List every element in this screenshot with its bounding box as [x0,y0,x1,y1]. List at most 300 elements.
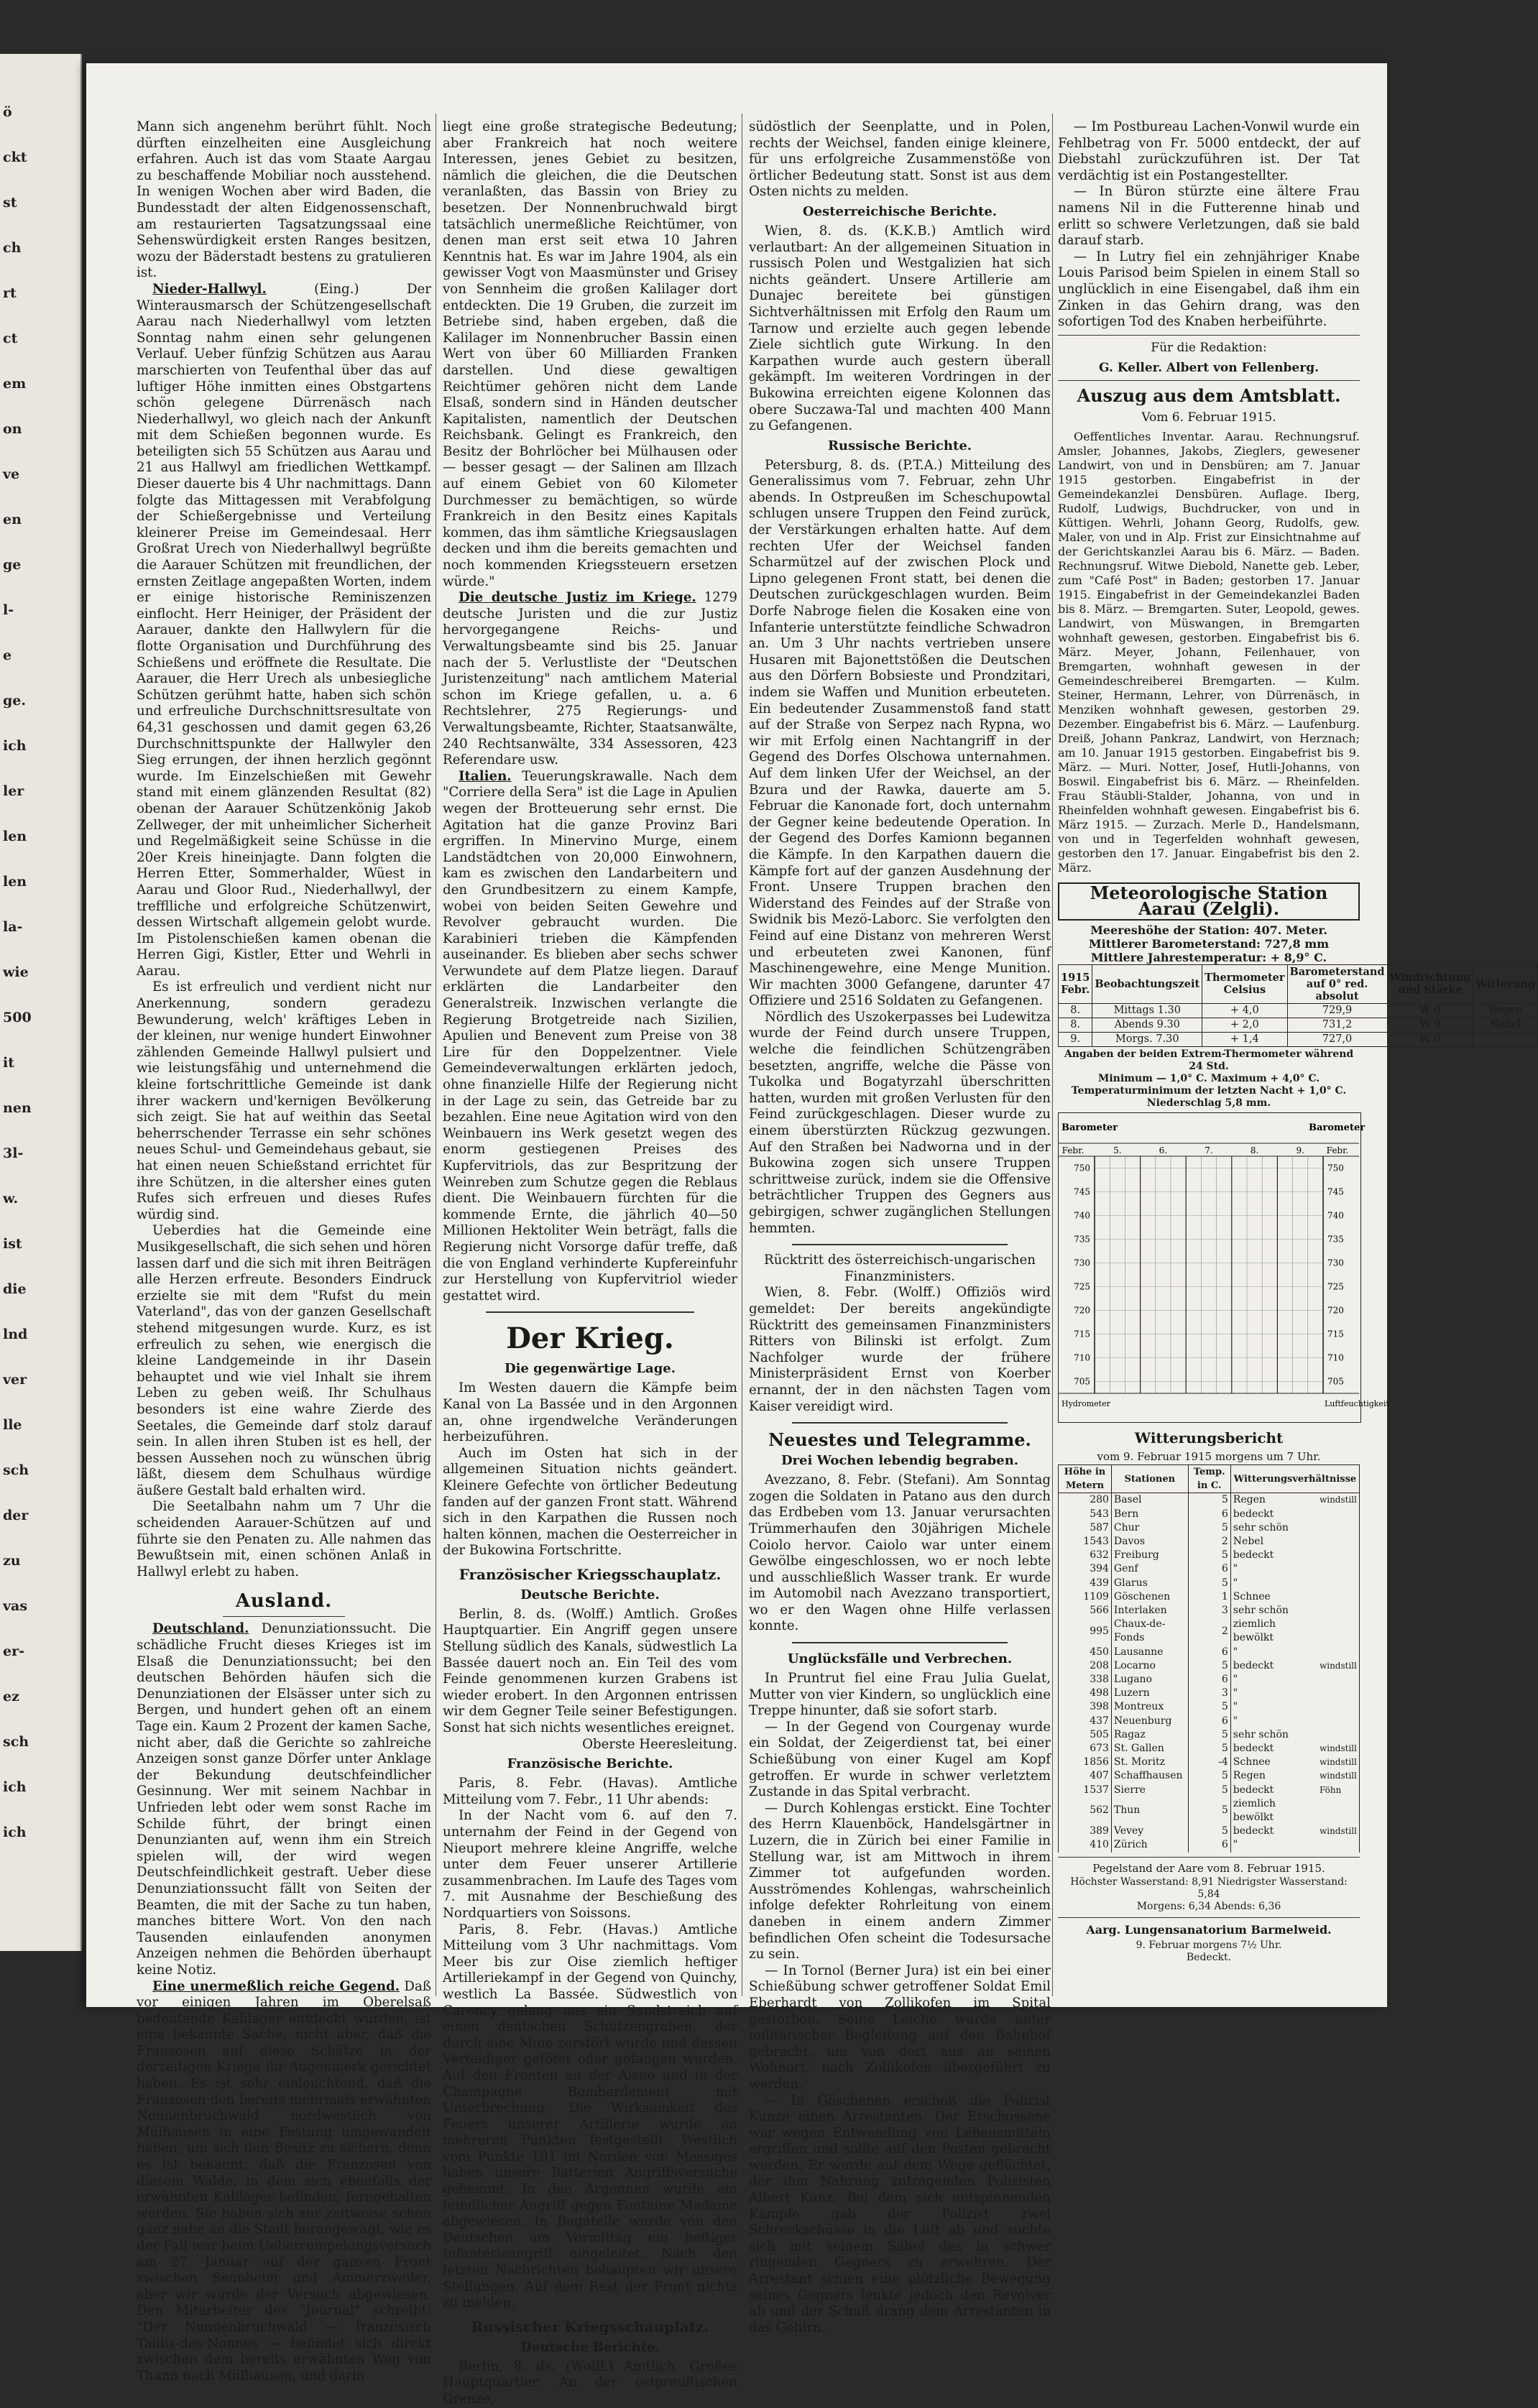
witterung-cell: 398 [1059,1700,1112,1714]
witterung-cell: Regen [1230,1493,1317,1508]
adjacent-page-fragment: it [3,1055,14,1071]
signature: Oberste Heeresleitung. [582,1736,737,1752]
meteo-info [1058,923,1360,964]
adjacent-page-fragment: ver [3,1372,27,1388]
witterung-row [1059,1508,1360,1521]
column-2 [443,119,737,2408]
witterung-row [1059,1549,1360,1562]
article-text: — In Göschenen erschoß die Polizist Kunze einen Arrestanten. Der Erschossene war wegen Entwendung von Lebensmitteln ergriffen und sollte auf den Posten gebracht werden. Er wurde auf dem Wege geflüchtet, der ihm Nahrung zutragenden Polizisten Albert Kunz. Bei dem sich entspinnenden Kampfe gab der Polizist zwei Schreckschüsse in die Luft ab und suchte sich mit seinem Säbel des in schwer ringenden Gegners zu erwehren. Der Arrestant schien eine plötzliche Bewegung seines Gegners lenkte jedoch den Revolver ab und der Schuß drang dem Arrestanten in das Gehirn. [749,2093,1051,2335]
witterung-cell: 6 [1188,1673,1230,1687]
baro-day-label: Febr. [1326,1145,1349,1155]
witterung-row [1059,1715,1360,1728]
witterung-cell: 6 [1188,1715,1230,1728]
witterung-cell: 1543 [1059,1535,1112,1549]
adjacent-page-fragment: em [3,376,27,392]
article-text: Teuerungskrawalle. Nach dem "Corriere della Sera" ist die Lage in Apulien wegen der Brotteuerung sehr ernst. Die Agitation hat die ganze Provinz Bari ergriffen. In Minervino Murge, einem Landstädtchen von 20,000 Einwohnern, kam es zwischen den Landarbeitern und den Grundbesitzern zu einem Kampfe, wobei von beiden Seiten Gewehre und Revolver gebraucht wurden. Die Karabinieri trieben die Kämpfenden auseinander. Es blieben aber sechs schwer Verwundete auf dem Platze liegen. Darauf erklärten die Landarbeiter den Generalstreik. Inzwischen verlangte die Regierung Brotgetreide nach Sizilien, Apulien und Benevent zum Preise von 38 Lire für den Doppelzentner. Viele Gemeindeverwaltungen erklärten jedoch, ohne finanzielle Hilfe der Regierung nicht in der Lage zu sein, das Getreide bar zu bezahlen. Eine neue Agitation wird von den Weinbauern ins Werk gesetzt wegen des enorm gestiegenen Preises des Kupfervitriols, das zur Bespritzung der Weinreben zum Schutze gegen die Reblaus dient. Die Weinbauern fürchten für die kommende Ernte, die jährlich 40—50 Millionen Hektoliter Wein beträgt, falls die Regierung nicht Vorsorge dafür treffe, daß die von England verhinderte Kupfereinfuhr zur Herstellung von Kupfervitriol wieder gestattet wird. [443,768,737,1304]
article-text: Mann sich angenehm berührt fühlt. Noch dürften einzelheiten eine Ausgleichung erfahren. Auch ist das vom Staate Aargau zu beschaffende Mobiliar noch ausstehend. In wenigen Wochen aber wird Baden, die Bundesstadt der alten Eidgenossenschaft, am restaurierten Tagsatzungssaal eine Sehenswürdigkeit ersten Ranges besitzen, wozu der Bäderstadt bestens zu gratulieren ist. [137,119,431,281]
meteo-cell: W 0 [1387,1003,1473,1018]
pegel-title: Pegelstand der Aare vom 8. Februar 1915. [1092,1861,1325,1875]
subheading-ungluecksfaelle: Unglücksfälle und Verbrechen. [787,1651,1013,1667]
article-lead: Eine unermeßlich reiche Gegend. [152,1978,400,1994]
witterung-cell: windstill [1317,1659,1360,1673]
witterung-cell: bedeckt [1230,1825,1317,1838]
article-text: — Durch Kohlengas erstickt. Eine Tochter des Herrn Klauenböck, Handelsgärtner in Luzern, die in Zürich bei einer Familie in Stellung war, ist am Mittwoch in ihrem Zimmer tot aufgefunden worden. Ausströmendes Kohlengas, wahrscheinlich infolge defekter Rohrleitung von einem daneben in einem andern Zimmer befindlichen Ofen scheint die Todesursache zu sein. [749,1800,1051,1962]
witterung-row [1059,1659,1360,1673]
witterung-cell: Föhn [1317,1784,1360,1797]
meteo-cell: 8. [1059,1003,1092,1018]
divider [1058,380,1360,381]
witterung-row [1059,1728,1360,1742]
witterung-cell: " [1230,1687,1317,1700]
pegel-values: Höchster Wasserstand: 8,91 Niedrigster Wasserstand: 5,84 [1070,1876,1348,1900]
subheading-lage: Die gegenwärtige Lage. [504,1361,676,1377]
adjacent-page-fragment: ich [3,1779,27,1795]
subheading-ru-kriegsschauplatz: Russischer Kriegsschauplatz. [471,2317,709,2335]
redaktion-label: Für die Redaktion: [1151,340,1267,355]
adjacent-page-fragment: ge. [3,693,26,709]
baro-footer-right: Luftfeuchtigkeit [1325,1398,1389,1408]
divider [223,1616,345,1617]
article-text: Petersburg, 8. ds. (P.T.A.) Mitteilung des Generalissimus vom 7. Februar, zehn Uhr abends. In Ostpreußen im Scheschupowtal schlugen unsere Truppen den Feind zurück, der Verstärkungen erhalten hatte. Auf dem rechten Ufer der Weichsel fanden Scharmützel auf der zwischen Plock und Lipno gelegenen Front statt, bei denen die Deutschen zurückgeschlagen wurden. Beim Dorfe Nabroge fielen die Kosaken eine von Infanterie unterstützte feindliche Schwadron an. Um 3 Uhr nachts vertrieben unsere Husaren mit Bajonettstößen die Deutschen aus den Dörfern Bobsieste und Prondzitari, indem sie Waffen und Munition erbeuteten. Ein bedeutender Zusammenstoß fand statt auf der Straße von Serpez nach Rypna, wo wir mit Erfolg einen Nachtangriff in der Gegend des Dorfes Olschowa unternahmen. Auf dem linken Ufer der Weichsel, an der Bzura und der Rawka, dauerte am 5. Februar die Kanonade fort, doch unternahm der Gegner keine bedeutende Operation. In der Gegend des Dorfes Kamionn begannen die Kämpfe. In den Karpathen dauern die Kämpfe fort auf der ganzen Ausdehnung der Front. Unsere Truppen brachen den Widerstand des Feindes auf der Straße von Swidnik bis Mezö-Laborc. Sie verfolgten den Feind auf eine Distanz von mehreren Werst und erbeuteten zwei Kanonen, fünf Maschinengewehre, eine Menge Munition. Wir machten 3000 Gefangene, darunter 47 Offiziere und 2516 Soldaten zu Gefangenen. [749,457,1051,1009]
witterung-row [1059,1521,1360,1535]
witterung-header-cell: Temp. in C. [1188,1464,1230,1493]
meteo-note: Minimum — 1,0° C. Maximum + 4,0° C. [1097,1072,1320,1084]
witterung-row [1059,1797,1360,1825]
article-text: — Im Postbureau Lachen-Vonwil wurde ein Fehlbetrag von Fr. 5000 entdeckt, der auf Diebstahl zurückzuführen ist. Der Tat verdächtig ist ein Postangestellter. [1058,119,1360,183]
witterung-cell: 437 [1059,1715,1112,1728]
adjacent-page-fragment: ch [3,240,22,256]
meteo-cell: W 0 [1387,1032,1473,1046]
adjacent-page-fragment: der [3,1508,29,1523]
witterung-cell [1317,1535,1360,1549]
column-rule [1052,114,1053,1996]
article-text: In Pruntrut fiel eine Frau Julia Guelat, Mutter von vier Kindern, so unglücklich eine Treppe hinunter, daß sie sofort starb. [749,1671,1051,1719]
subheading-russische-berichte: Russische Berichte. [827,438,972,453]
witterung-cell: 995 [1059,1618,1112,1645]
article-text: Ueberdies hat die Gemeinde eine Musikgesellschaft, die sich sehen und hören lassen darf und die sich mit ihren Beiträgen alle Herzen erfreute. Besonders Eindruck erzielte sie mit dem "Rufst du mein Vaterland", das von der ganzen Gesellschaft stehend mitgesungen wurde. Kurz, es ist erfreulich zu sehen, wie energisch die kleine Landgemeinde in ihr Dasein behauptet und wie viel Inhalt sie ihrem Leben zu geben weiß. Ihr Schulhaus besonders ist eine wahre Zierde des Seetales, die Gemeinde darf stolz darauf sein. In allen ihren Stuben ist es hell, der bessen Aussehen noch zu wünschen übrig läßt, diesem dem Schulhaus würdige äußere Gestalt bald erhalten wird. [137,1223,431,1498]
witterung-cell [1317,1562,1360,1576]
witterung-row [1059,1590,1360,1604]
witterung-cell: 6 [1188,1838,1230,1852]
witterung-cell [1317,1618,1360,1645]
meteo-cell: + 4,0 [1202,1003,1287,1018]
subheading-deutsche-berichte: Deutsche Berichte. [520,1587,660,1602]
meteo-header-cell: Barometerstand auf 0° red. absolut [1287,964,1387,1003]
witterung-cell: 5 [1188,1659,1230,1673]
witterungsbericht-title: Witterungsbericht [1134,1429,1284,1447]
witterung-cell: 410 [1059,1838,1112,1852]
witterung-cell [1317,1687,1360,1700]
witterung-cell: Montreux [1111,1700,1188,1714]
witterung-cell: ziemlich bewölkt [1230,1797,1317,1825]
witterung-cell: Regen [1230,1769,1317,1783]
witterung-cell: windstill [1317,1769,1360,1783]
meteo-row [1059,1018,1538,1032]
divider [1058,1857,1360,1858]
article-hallwyl [137,282,431,980]
witterung-row [1059,1769,1360,1783]
witterung-cell: Locarno [1111,1659,1188,1673]
witterung-row [1059,1673,1360,1687]
adjacent-page-fragment: ö [3,104,12,120]
article-lead: Deutschland. [152,1621,249,1637]
section-heading-neuestes: Neuestes und Telegramme. [768,1429,1031,1451]
baro-day-label: 9. [1296,1145,1304,1155]
witterung-cell: 338 [1059,1673,1112,1687]
article-justiz [443,590,737,769]
adjacent-page-fragment: ist [3,1236,22,1252]
witterung-cell: 1109 [1059,1590,1112,1604]
adjacent-page-fragment: la- [3,919,23,935]
witterung-cell: 389 [1059,1825,1112,1838]
witterung-cell: 1537 [1059,1784,1112,1797]
witterung-cell: 450 [1059,1646,1112,1659]
baro-tick-right: 720 [1327,1305,1344,1316]
witterung-cell: bedeckt [1230,1508,1317,1521]
adjacent-page-fragment: l- [3,602,14,618]
baro-tick-right: 750 [1327,1163,1344,1173]
article-text: — In Tornol (Berner Jura) ist ein bei einer Schießübung schwer getroffener Soldat Emil Eberhardt von Zollikofen im Spital gestorben. Seine Leiche wurde unter militärischer Begleitung auf den Bahnhof gebracht, um von dort aus an seinen Wohnort, nach Zollikofen übergeführt zu werden. [749,1962,1051,2092]
witterung-cell: Zürich [1111,1838,1188,1852]
witterung-cell: Lugano [1111,1673,1188,1687]
adjacent-page-fragment: len [3,874,27,890]
section-heading-ausland: Ausland. [235,1590,333,1613]
witterung-cell [1317,1549,1360,1562]
witterung-cell: 5 [1188,1784,1230,1797]
column-1 [137,119,431,2384]
adjacent-page-fragment: vas [3,1598,28,1614]
witterung-cell: Sierre [1111,1784,1188,1797]
witterung-cell: " [1230,1646,1317,1659]
witterung-cell: 1856 [1059,1756,1112,1769]
witterung-cell: 3 [1188,1687,1230,1700]
witterung-cell: Schaffhausen [1111,1769,1188,1783]
meteo-cell: Mittags 1.30 [1092,1003,1202,1018]
witterung-cell: " [1230,1715,1317,1728]
witterung-cell: 5 [1188,1577,1230,1590]
witterung-cell: 498 [1059,1687,1112,1700]
baro-tick-right: 735 [1327,1234,1344,1245]
baro-tick-right: 745 [1327,1186,1344,1197]
article-text: — In Büron stürzte eine ältere Frau namens Nil in die Futterenne hinab und erlitt so schwere Verletzungen, daß sie bald darauf starb. [1058,184,1360,249]
article-text: liegt eine große strategische Bedeutung; aber Frankreich hat noch weitere Interessen, jenes Gebiet zu besitzen, nämlich die gleichen, die die Deutschen veranlaßten, das Bassin von Briey zu besetzen. Der Nonnenbruchwald birgt tatsächlich unermeßliche Reichtümer, von denen man erst seit etwa 10 Jahren Kenntnis hat. Es war im Jahre 1904, als ein gewisser Vogt von Maasmünster und Grisey von Sennheim die großen Kalilager dort entdeckten. Die 19 Gruben, die zurzeit im Betriebe sind, haben ergeben, daß die Kalilager im Nonnenbrucher Bassin einen Wert von über 60 Milliarden Franken darstellen. Und diese gewaltigen Reichtümer gehören nicht dem Lande Elsaß, sondern sind in Händen deutscher Kapitalisten, namentlich der Deutschen Reichsbank. Gelingt es Frankreich, den Besitz der Bohrlöcher bei Mülhausen oder — besser gesagt — der Salinen am Illzach auf einem Gebiet von 60 Kilometer Durchmesser zu bemächtigen, so würde Frankreich in den Besitz eines Kapitals kommen, das ihm sämtliche Kriegsauslagen decken und ihm die bereits gemachten und noch kommenden Kriegssteuern ersetzen würde." [443,119,737,589]
article-text: — In Lutry fiel ein zehnjähriger Knabe Louis Parisod beim Spielen in einem Stall so unglücklich in eine Eisengabel, daß ihm ein Zinken in das Gehirn drang, was den sofortigen Tod des Knaben herbeiführte. [1058,249,1360,330]
witterung-cell: 5 [1188,1700,1230,1714]
baro-tick-right: 705 [1327,1376,1344,1387]
adjacent-page-fragment: w. [3,1191,19,1207]
article-text: Wien, 8. Febr. (Wolff.) Offiziös wird gemeldet: Der bereits angekündigte Rücktritt des gemeinsamen Finanzministers Ritters von Bilinski ist erfolgt. Zum Nachfolger wurde der frühere Ministerpräsident Ernst von Koerber ernannt, der in den nächsten Tagen vom Kaiser vereidigt wird. [749,1285,1051,1414]
witterung-cell [1317,1797,1360,1825]
adjacent-page-fragment: er- [3,1643,24,1659]
adjacent-page-fragment: zu [3,1553,21,1569]
witterung-cell: 5 [1188,1742,1230,1756]
witterungsbericht-date: vom 9. Februar 1915 morgens um 7 Uhr. [1097,1449,1321,1463]
meteo-row [1059,1003,1538,1018]
meteo-info-line: Meereshöhe der Station: 407. Meter. [1090,923,1327,937]
witterung-cell: 439 [1059,1577,1112,1590]
barometer-chart [1058,1112,1389,1423]
witterung-cell: -4 [1188,1756,1230,1769]
witterung-cell: 5 [1188,1728,1230,1742]
witterung-header-cell: Höhe in Metern [1059,1464,1112,1493]
baro-tick-right: 710 [1327,1352,1344,1363]
witterung-cell: Glarus [1111,1577,1188,1590]
witterung-cell: Bern [1111,1508,1188,1521]
adjacent-page-fragment: ckt [3,149,27,165]
witterung-cell: " [1230,1562,1317,1576]
adjacent-page-fragment: ct [3,331,18,346]
baro-tick-left: 730 [1074,1258,1090,1268]
meteo-cell: W 0 [1387,1018,1473,1032]
adjacent-page-fragment: sch [3,1462,29,1478]
witterung-cell: " [1230,1577,1317,1590]
sanatorium-title: Aarg. Lungensanatorium Barmelweid. [1086,1922,1332,1937]
baro-day-label: Febr. [1062,1145,1085,1155]
meteo-cell: + 1,4 [1202,1032,1287,1046]
witterung-cell [1317,1700,1360,1714]
meteo-info-line: Mittlerer Barometerstand: 727,8 mm [1088,936,1330,951]
adjacent-page-fragment: ler [3,783,24,799]
meteo-info-line: Mittlere Jahrestemperatur: + 8,9° C. [1090,950,1327,964]
witterung-cell: 5 [1188,1825,1230,1838]
witterung-cell [1317,1715,1360,1728]
article-text: In der Nacht vom 6. auf den 7. unternahm der Feind in der Gegend von Nieuport mehrere kleine Angriffe, welche unter dem Feuer unserer Artillerie zusammenbrachen. Im Laufe des Tages vom 7. mit Ausnahme der Beschießung des Nordquartiers von Soissons. [443,1808,737,1921]
article-text: 1279 deutsche Juristen und die zur Justiz hervorgegangene Reichs- und Verwaltungsbeamte sind bis 25. Januar nach der 5. Verlustliste der "Deutschen Juristenzeitung" nach amtlichem Material schon im Kriege gefallen, u. a. 6 Rechtslehrer, 275 Regierungs- und Verwaltungsbeamte, Richter, Staatsanwälte, 240 Rechtsanwälte, 334 Assessoren, 423 Referendare usw. [443,590,737,768]
witterung-cell [1317,1728,1360,1742]
meteo-header-cell: Windrichtung und Stärke [1387,964,1473,1003]
barometer-chart-svg [1059,1113,1389,1421]
witterung-cell: Ragaz [1111,1728,1188,1742]
witterung-cell: Freiburg [1111,1549,1188,1562]
article-text: Nördlich des Uszokerpasses bei Ludewitza wurde der Feind durch unsere Truppen, welche die feindlichen Schützengräben besetzten, angriffe, welche die Pässe von Tukolka und Bogatyrzahl überschritten hatten, wurden mit großen Verlusten für den Feind zurückgeschlagen. Dieser wurde zu einem überstürzten Rückzug gezwungen. Auf den Straßen bei Nadworna und in der Bukowina zogen sich unsere Truppen schrittweise zurück, indem sie die Offensive beträchtlicher Truppen des Gegners aus gebirgigen, schwer zugänglichen Stellungen hemmten. [749,1009,1051,1236]
witterung-cell: 394 [1059,1562,1112,1576]
meteo-cell: 729,9 [1287,1003,1387,1018]
witterung-cell [1317,1590,1360,1604]
meteo-header-cell: Thermometer Celsius [1202,964,1287,1003]
witterung-cell: 5 [1188,1549,1230,1562]
adjacent-page-fragment: e [3,647,12,663]
adjacent-page-fragment: ich [3,1825,27,1840]
article-title: Rücktritt des österreichisch-ungarischen Finanzministers. [764,1253,1036,1284]
newspaper-page [86,63,1536,2407]
divider [1058,1917,1360,1918]
witterung-cell: bedeckt [1230,1659,1317,1673]
witterung-cell: bedeckt [1230,1784,1317,1797]
divider [792,1422,1008,1424]
subheading-drei-wochen: Drei Wochen lebendig begraben. [780,1453,1019,1469]
witterung-cell: Göschenen [1111,1590,1188,1604]
witterung-cell: Chaux-de-Fonds [1111,1618,1188,1645]
witterung-cell: Lausanne [1111,1646,1188,1659]
witterung-cell: 5 [1188,1493,1230,1508]
witterung-cell: 2 [1188,1618,1230,1645]
article-lead: Die deutsche Justiz im Kriege. [459,590,696,606]
meteo-cell: Regen [1473,1003,1538,1018]
witterung-cell: 5 [1188,1521,1230,1535]
adjacent-page-fragment: ez [3,1689,19,1704]
baro-day-label: 8. [1250,1145,1259,1155]
subheading-oesterreichische-berichte: Oesterreichische Berichte. [802,203,998,219]
witterung-cell: " [1230,1700,1317,1714]
meteo-cell: 727,0 [1287,1032,1387,1046]
witterung-table [1058,1464,1360,1853]
baro-tick-left: 720 [1074,1305,1090,1316]
witterung-cell [1317,1604,1360,1618]
meteo-cell: Morgs. 7.30 [1092,1032,1202,1046]
witterung-cell: Nebel [1230,1535,1317,1549]
meteo-note: Angaben der beiden Extrem-Thermometer während 24 Std. [1064,1048,1354,1072]
divider [486,1311,694,1313]
baro-label-right: Barometer [1309,1122,1366,1133]
witterung-cell: ziemlich bewölkt [1230,1618,1317,1645]
witterung-cell: 562 [1059,1797,1112,1825]
article-text: südöstlich der Seenplatte, und in Polen, rechts der Weichsel, fanden einige kleinere, für uns erfolgreiche Zusammenstöße von örtlicher Bedeutung statt. Sonst ist aus dem Osten nichts zu melden. [749,119,1051,200]
article-text: — In der Gegend von Courgenay wurde ein Soldat, der Zeigerdienst tat, bei einer Schießübung von einer Kugel am Kopf getroffen. Er wurde in schwer verletztem Zustande in das Spital verbracht. [749,1719,1051,1800]
article-text: (Eing.) Der Winterausmarsch der Schützengesellschaft Aarau nach Niederhallwyl vom letzten Sonntag nahm einen sehr gelungenen Verlauf. Ueber fünfzig Schützen aus Aarau marschierten von Teufenthal über das auf luftiger Höhe inmitten eines Obstgartens schön gelegene Dürrenäsch nach Niederhallwyl, wo gleich nach der Ankunft mit dem Schießen begonnen wurde. Es beteiligten sich 55 Schützen aus Aarau und 21 aus Hallwyl am friedlichen Wettkampf. Dieser dauerte bis 4 Uhr nachmittags. Dann folgte das Mittagessen mit Verabfolgung der Schießergebnisse und Verteilung kleinerer Preise im Gemeindesaal. Herr Großrat Urech von Niederhallwyl begrüßte die Aarauer Schützen mit freundlichen, der ernsten Zeitlage angepaßten Worten, indem er einige historische Reminiszenzen einflocht. Herr Heiniger, der Präsident der Aarauer, dankte den Hallwylern für die flotte Organisation und Durchführung des Schießens und eröffnete die Resultate. Die Aarauer, die Herr Urech als unbesiegliche Schützen gerühmt hatte, haben sich schön und erfreuliche Durchschnittsresultate von 64,31 geschossen und damit gegen 63,26 Durchschnittspunkte der Hallwyler den Sieg errungen, der ihnen herzlich gegönnt wurde. Im Einzelschießen mit Gewehr stand mit einem glänzenden Resultat (82) obenan der Aarauer Schützenkönig Jakob Zellweger, der mit unheimlicher Sicherheit und Regelmäßigkeit seine Schüsse in die 20er Kreis hineinjagte. Dann folgten die Herren Etter, Sommerhalder, Wüest in Aarau und Gloor Rud., Niederhallwyl, der trefflliche und erfolgreiche Schützenwirt, dessen Wirtschaft allgemein gelobt wurde. Im Pistolenschießen kamen obenan die Herren Gigi, Kistler, Etter und Wehrli in Aarau. [137,281,431,979]
witterung-cell: St. Moritz [1111,1756,1188,1769]
meteo-note: Niederschlag 5,8 mm. [1146,1097,1271,1109]
meteo-header-cell: 1915 Febr. [1059,964,1092,1003]
witterung-cell: windstill [1317,1493,1360,1508]
witterung-cell [1317,1577,1360,1590]
adjacent-page-fragment: wie [3,964,29,980]
baro-tick-left: 705 [1074,1376,1090,1387]
baro-day-label: 6. [1159,1145,1168,1155]
witterung-row [1059,1825,1360,1838]
amtsblatt-date: Vom 6. Februar 1915. [1141,410,1276,425]
divider [792,1642,1008,1643]
divider [792,1244,1008,1245]
divider [1058,335,1360,336]
meteo-notes [1058,1048,1360,1110]
article-text: Paris, 8. Febr. (Havas). Amtliche Mitteilung vom 7. Febr., 11 Uhr abends: [443,1776,737,1807]
article-text: Im Westen dauern die Kämpfe beim Kanal von La Bassée und in den Argonnen an, ohne irgendwelche Veränderungen herbeizuführen. [443,1380,737,1445]
meteo-note: Temperaturminimum der letzten Nacht + 1,0° C. [1071,1084,1347,1097]
witterung-cell: 3 [1188,1604,1230,1618]
adjacent-page-fragment: st [3,195,17,211]
column-4 [1058,119,1536,1964]
pegel-times: Morgens: 6,34 Abends: 6,36 [1136,1900,1281,1912]
adjacent-page-fragment: ge [3,557,22,573]
baro-tick-right: 715 [1327,1329,1344,1339]
witterung-cell: windstill [1317,1742,1360,1756]
witterung-cell: 5 [1188,1769,1230,1783]
baro-tick-left: 725 [1074,1281,1090,1292]
adjacent-page-fragment: nen [3,1100,32,1116]
article-text: Es ist erfreulich und verdient nicht nur Anerkennung, sondern geradezu Bewunderung, welch' kräftiges Leben in der kleinen, nur wenige hundert Einwohner zählenden Gemeinde Hallwyl pulsiert und wie leistungsfähig und unternehmend die kleine fortschrittliche Gemeinde ist dank ihrer wackern und'kernigen Bevölkerung sich zeigt. Sie hat auf weithin das Seetal beherrschender Terrasse ein sehr schönes neues Schul- und Gemeindehaus gebaut, sie hat einen neuen Schießstand errichtet für ihre Schützen, in die altersher eines guten Rufes sich erfreuen und dieses Rufes würdig sind. [137,979,431,1222]
column-3 [749,119,1051,2336]
witterung-cell [1317,1646,1360,1659]
article-italien [443,769,737,1305]
witterung-cell: " [1230,1838,1317,1852]
witterung-row [1059,1577,1360,1590]
baro-label-left: Barometer [1062,1122,1118,1133]
article-text: Die Seetalbahn nahm um 7 Uhr die scheidenden Aarauer-Schützen auf und führte sie den Penaten zu. Alle nahmen das Bewußtsein mit, einen schönen Anlaß in Hallwyl erlebt zu haben. [137,1499,431,1579]
article-lead: Nieder-Hallwyl. [152,281,267,297]
witterung-row [1059,1618,1360,1645]
baro-day-label: 7. [1205,1145,1213,1155]
adjacent-page-fragment: len [3,829,27,844]
article-text: Daß vor einigen Jahren im Oberelsaß bedeutende Kalilager entdeckt wurden, ist eine bekannte Sache, nicht aber, daß die Franzosen auf diese Schätze in der derzeitigen Kriege ihr Augenmerk gerichtet haben. Es ist sehr einleuchtend, daß die Franzosen den bereits mehrmals erwähnten Nonnenbruchwald nordwestlich von Mülhausen in eine Festung umgewandelt haben, um sich den Besitz zu sichern, denn es ist bekannt, daß die Franzosen von diesem Walde, in dem sich ebenfalls der erwähnten Kalilager befinden, ferngehalten werden. Sie haben sich zur zeitweise schon ganz nahe an die Stadt herangewagt, wie es der Fall war beim Ueberrumpelungsversuch am 27. Januar auf der ganzen Front zwischen Sennheim und Ammerzweiler, aber wir wurde der Versuch abgewiesen. Den Mitarbeiter des "Journal" schreibt: "Der Nonnenbruchwald — französisch Taillis-des-Nonnes — befindet sich direkt zwischen dem bereits erwähnten Weg von Thann nach Mülhausen, und darin [137,1978,431,2384]
adjacent-page-fragment: lle [3,1417,22,1433]
meteo-cell: 731,2 [1287,1018,1387,1032]
adjacent-page-fragment: 500 [3,1010,32,1025]
witterung-cell: Chur [1111,1521,1188,1535]
witterung-cell: windstill [1317,1756,1360,1769]
baro-day-label: 5. [1113,1145,1122,1155]
meteo-header-cell: Witterung [1473,964,1538,1003]
meteo-station-title: Meteorologische Station Aarau (Zelgli). [1058,882,1360,921]
witterung-cell: Thun [1111,1797,1188,1825]
witterung-cell: 543 [1059,1508,1112,1521]
adjacent-page-fragment: 3l- [3,1145,24,1161]
witterung-cell: Schnee [1230,1590,1317,1604]
witterung-cell: 673 [1059,1742,1112,1756]
witterung-cell: 6 [1188,1646,1230,1659]
witterung-row [1059,1562,1360,1576]
witterung-cell: Vevey [1111,1825,1188,1838]
meteo-cell: 9. [1059,1032,1092,1046]
witterung-cell: 566 [1059,1604,1112,1618]
witterung-cell: 1 [1188,1590,1230,1604]
meteo-cell: 8. [1059,1018,1092,1032]
witterung-cell: 407 [1059,1769,1112,1783]
article-text: Wien, 8. ds. (K.K.B.) Amtlich wird verlautbart: An der allgemeinen Situation in russisch Polen und Westgalizien hat sich nichts geändert. Unsere Artillerie am Dunajec bereitete bei günstigen Sichtverhältnissen mit Erfolg den Raum um Tarnow und erzielte auch gegen lebende Ziele sichtlich gute Wirkung. In den Karpathen wurde auch gestern überall gekämpft. Im weiteren Vordringen in der Bukowina erreichten eigene Kolonnen das obere Suczawa-Tal und machten 400 Mann zu Gefangenen. [749,223,1051,434]
meteo-row [1059,1032,1538,1046]
section-heading-krieg: Der Krieg. [506,1321,674,1356]
baro-tick-left: 735 [1074,1234,1090,1245]
witterung-cell: 505 [1059,1728,1112,1742]
witterung-cell: 587 [1059,1521,1112,1535]
baro-tick-right: 740 [1327,1210,1344,1221]
witterung-row [1059,1687,1360,1700]
adjacent-page-fragment: lnd [3,1327,28,1342]
witterung-cell: Interlaken [1111,1604,1188,1618]
witterung-cell [1317,1838,1360,1852]
meteo-header-cell: Beobachtungszeit [1092,964,1202,1003]
adjacent-page-fragment: rt [3,285,17,301]
amtsblatt-text: Oeffentliches Inventar. Aarau. Rechnungsruf. Amsler, Johannes, Jakobs, Zieglers, gewesener Landwirt, von und in Densbüren; am 7. Januar 1915 gestorben. Eingabefrist in der Gemeindekanzlei Densbüren. Auflage. Iberg, Rudolf, Ludwigs, Buchdrucker, von und in Küttigen. Wehrli, Johann Georg, Rudolfs, gew. Maler, von und in Alp. Frist zur Einsichtnahme auf der Gerichtskanzlei Aarau bis 6. März. — Baden. Rechnungsruf. Witwe Diebold, Nanette geb. Leber, zum "Café Post" in Baden; gestorben 17. Januar 1915. Eingabefrist in der Gemeindekanzlei Baden bis 8. März. — Bremgarten. Suter, Leopold, gewes. Landwirt, von Müswangen, in Bremgarten wohnhaft gewesen, gestorben. Eingabefrist bis 6. März. Meyer, Johann, Feilenhauer, von Bremgarten, wohnhaft gewesen in der Gemeindeschreiberei Bremgarten. — Kulm. Steiner, Hermann, Lehrer, von Dürrenäsch, in Menziken wohnhaft gewesen, gestorben 29. Dezember. Eingabefrist bis 6. März. — Laufenburg. Dreiß, Johann Pankraz, Landwirt, von Herznach; am 10. Januar 1915 gestorben. Eingabefrist bis 9. März. — Muri. Notter, Josef, Hutli-Johanns, von Boswil. Eingabefrist bis 6. März. — Rheinfelden. Frau Stäubli-Stalder, Johanna, von und in Rheinfelden wohnhaft gewesen. Eingabefrist bis 6. März 1915. — Zurzach. Merle D., Handelsmann, von und in Tegerfelden wohnhaft gewesen, gestorben den 17. Januar. Eingabefrist bis den 2. März. [1058,429,1360,875]
witterung-row [1059,1493,1360,1508]
adjacent-page-fragment: ve [3,466,20,482]
sanatorium-weather: Bedeckt. [1186,1951,1232,1963]
witterung-cell: bedeckt [1230,1549,1317,1562]
witterung-cell: St. Gallen [1111,1742,1188,1756]
witterung-cell [1317,1673,1360,1687]
witterung-cell: windstill [1317,1825,1360,1838]
witterung-header-cell: Stationen [1111,1464,1188,1493]
meteo-cell: Nebel [1473,1018,1538,1032]
baro-tick-left: 745 [1074,1186,1090,1197]
article-text: Denunziationssucht. Die schädliche Frucht dieses Krieges ist im Elsaß die Denunziationssucht; bei den deutschen Behörden häufen sich die Denunziationen der Elsässer unter sich zu Bergen, und hundert gehen oft an einem Tage ein. Kaum 2 Prozent der kamen Sache, nicht aber, daß die Gerichte so zahlreiche Anzeigen sonst ganze Dörfer unter Anklage der Bekundung deutschfeindlicher Gesinnung. Wer mit seinem Nachbar in Unfrieden lebt oder wem sonst Rache im Schilde führt, der bringt einen Denunzianten auf, wenn ihm ein Streich spielen will, der wird wegen Deutschfeindlichkeit gestraft. Ueber diese Denunziationssucht fällt von Seiten der Beamten, die mit der Sache zu tun haben, manches bittere Wort. Von den nach Tausenden einlaufenden anonymen Anzeigen nehmen die Behörden überhaupt keine Notiz. [137,1621,431,1978]
witterung-cell: Luzern [1111,1687,1188,1700]
adjacent-page-fragment: die [3,1281,27,1297]
witterung-cell: bedeckt [1230,1742,1317,1756]
baro-tick-right: 725 [1327,1281,1344,1292]
witterung-cell: 2 [1188,1535,1230,1549]
witterung-row [1059,1784,1360,1797]
witterung-cell [1317,1508,1360,1521]
witterung-cell: 6 [1188,1562,1230,1576]
adjacent-page-fragment: sch [3,1734,29,1750]
witterung-cell: " [1230,1673,1317,1687]
baro-footer-left: Hydrometer [1062,1398,1110,1408]
baro-tick-left: 710 [1074,1352,1090,1363]
subheading-fr-kriegsschauplatz: Französischer Kriegsschauplatz. [459,1565,722,1583]
meteo-table [1058,964,1538,1047]
witterung-cell: 6 [1188,1508,1230,1521]
witterung-row [1059,1838,1360,1852]
